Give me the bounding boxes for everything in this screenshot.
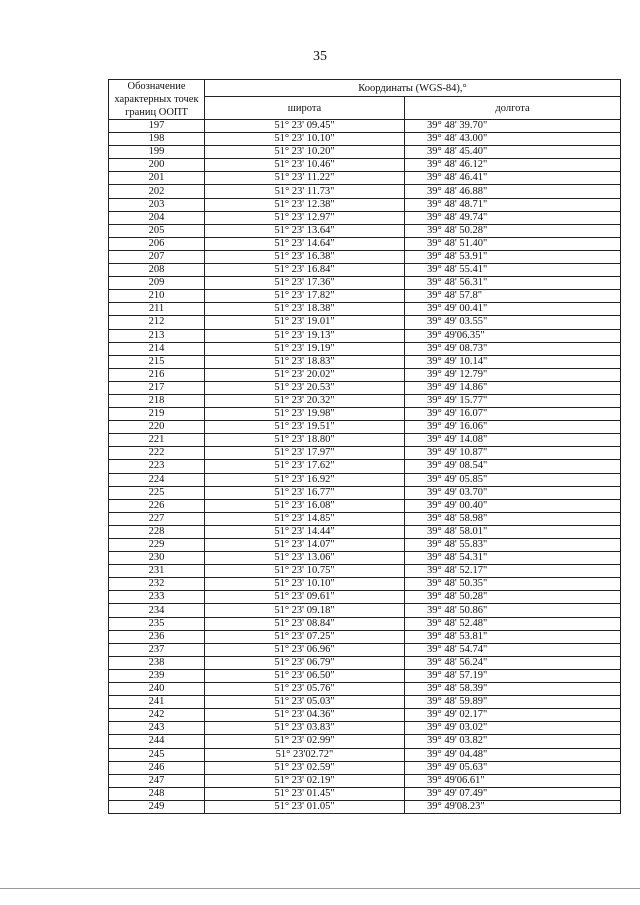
table-row (109, 552, 621, 565)
longitude-cell: 39° 48' 55.83" (405, 539, 621, 552)
longitude-cell: 39° 49' 05.63" (405, 761, 621, 774)
longitude-cell: 39° 48' 50.35" (405, 578, 621, 591)
longitude-cell: 39° 49' 03.70" (405, 486, 621, 499)
point-number-cell: 212 (109, 316, 205, 329)
table-row (109, 237, 621, 250)
point-number-cell: 214 (109, 342, 205, 355)
latitude-header: широта (205, 97, 405, 120)
point-number-cell: 209 (109, 277, 205, 290)
table-row (109, 539, 621, 552)
point-number-cell: 246 (109, 761, 205, 774)
table-row (109, 447, 621, 460)
table-row (109, 499, 621, 512)
latitude-cell: 51° 23' 09.61" (205, 591, 405, 604)
longitude-cell: 39° 49' 03.82" (405, 735, 621, 748)
latitude-cell: 51° 23' 18.83" (205, 355, 405, 368)
latitude-cell: 51° 23' 09.45" (205, 120, 405, 133)
table-row (109, 565, 621, 578)
point-number-cell: 207 (109, 250, 205, 263)
table-row (109, 735, 621, 748)
longitude-cell: 39° 48' 45.40" (405, 146, 621, 159)
longitude-cell: 39° 48' 49.74" (405, 211, 621, 224)
point-number-cell: 201 (109, 172, 205, 185)
latitude-cell: 51° 23' 02.59" (205, 761, 405, 774)
point-number-cell: 233 (109, 591, 205, 604)
point-number-cell: 217 (109, 381, 205, 394)
latitude-cell: 51° 23' 19.51" (205, 421, 405, 434)
longitude-cell: 39° 48' 54.31" (405, 552, 621, 565)
latitude-cell: 51° 23' 07.25" (205, 630, 405, 643)
latitude-cell: 51° 23' 02.19" (205, 774, 405, 787)
latitude-cell: 51° 23' 16.84" (205, 264, 405, 277)
point-number-cell: 202 (109, 185, 205, 198)
longitude-cell: 39° 48' 57.8" (405, 290, 621, 303)
table-row (109, 355, 621, 368)
point-number-cell: 243 (109, 722, 205, 735)
longitude-cell: 39° 49' 10.87" (405, 447, 621, 460)
latitude-cell: 51° 23' 17.97" (205, 447, 405, 460)
latitude-cell: 51° 23' 05.03" (205, 696, 405, 709)
longitude-cell: 39° 48' 59.89" (405, 696, 621, 709)
point-number-cell: 219 (109, 408, 205, 421)
longitude-cell: 39° 48' 50.86" (405, 604, 621, 617)
table-row (109, 473, 621, 486)
point-number-cell: 240 (109, 683, 205, 696)
point-number-cell: 245 (109, 748, 205, 761)
table-row (109, 368, 621, 381)
table-row (109, 277, 621, 290)
table-row (109, 434, 621, 447)
table-row (109, 381, 621, 394)
latitude-cell: 51° 23' 11.22" (205, 172, 405, 185)
point-number-cell: 237 (109, 643, 205, 656)
point-number-cell: 228 (109, 525, 205, 538)
latitude-cell: 51° 23' 11.73" (205, 185, 405, 198)
longitude-cell: 39° 48' 46.12" (405, 159, 621, 172)
point-number-cell: 225 (109, 486, 205, 499)
table-row (109, 303, 621, 316)
point-number-cell: 249 (109, 800, 205, 813)
point-number-cell: 231 (109, 565, 205, 578)
table-row (109, 683, 621, 696)
point-number-cell: 198 (109, 133, 205, 146)
point-number-cell: 236 (109, 630, 205, 643)
latitude-cell: 51° 23' 14.64" (205, 237, 405, 250)
longitude-cell: 39° 49' 10.14" (405, 355, 621, 368)
point-number-cell: 223 (109, 460, 205, 473)
longitude-cell: 39° 48' 52.17" (405, 565, 621, 578)
longitude-cell: 39° 48' 50.28" (405, 224, 621, 237)
table-row (109, 421, 621, 434)
page-bottom-rule (0, 888, 640, 889)
point-number-cell: 232 (109, 578, 205, 591)
table-row (109, 630, 621, 643)
longitude-cell: 39° 49' 00.41" (405, 303, 621, 316)
point-number-cell: 235 (109, 617, 205, 630)
latitude-cell: 51° 23' 17.62" (205, 460, 405, 473)
table-row (109, 408, 621, 421)
point-number-cell: 229 (109, 539, 205, 552)
point-number-cell: 239 (109, 669, 205, 682)
longitude-cell: 39° 48' 58.01" (405, 525, 621, 538)
point-number-cell: 213 (109, 329, 205, 342)
point-number-cell: 227 (109, 512, 205, 525)
table-row (109, 656, 621, 669)
longitude-cell: 39° 49' 03.02" (405, 722, 621, 735)
latitude-cell: 51° 23' 06.50" (205, 669, 405, 682)
table-row (109, 722, 621, 735)
longitude-cell: 39° 49' 14.86" (405, 381, 621, 394)
table-row (109, 787, 621, 800)
latitude-cell: 51° 23' 04.36" (205, 709, 405, 722)
point-number-cell: 220 (109, 421, 205, 434)
longitude-cell: 39° 49' 08.54" (405, 460, 621, 473)
table-row (109, 290, 621, 303)
page-number: 35 (313, 49, 327, 64)
latitude-cell: 51° 23' 13.06" (205, 552, 405, 565)
table-row (109, 578, 621, 591)
point-number-cell: 200 (109, 159, 205, 172)
latitude-cell: 51° 23' 19.98" (205, 408, 405, 421)
table-row (109, 224, 621, 237)
table-row (109, 761, 621, 774)
latitude-cell: 51° 23' 01.45" (205, 787, 405, 800)
longitude-cell: 39° 48' 53.81" (405, 630, 621, 643)
table-row (109, 800, 621, 813)
latitude-cell: 51° 23' 18.38" (205, 303, 405, 316)
longitude-cell: 39° 49' 16.06" (405, 421, 621, 434)
longitude-cell: 39° 49' 02.17" (405, 709, 621, 722)
latitude-cell: 51° 23' 20.53" (205, 381, 405, 394)
longitude-cell: 39° 48' 56.31" (405, 277, 621, 290)
table-row (109, 264, 621, 277)
longitude-cell: 39° 48' 39.70" (405, 120, 621, 133)
longitude-cell: 39° 48' 56.24" (405, 656, 621, 669)
point-number-cell: 197 (109, 120, 205, 133)
point-number-cell: 218 (109, 394, 205, 407)
longitude-cell: 39° 48' 46.88" (405, 185, 621, 198)
table-row (109, 250, 621, 263)
longitude-cell: 39° 48' 43.00" (405, 133, 621, 146)
longitude-cell: 39° 49' 03.55" (405, 316, 621, 329)
table-row (109, 316, 621, 329)
point-number-cell: 242 (109, 709, 205, 722)
table-row (109, 211, 621, 224)
latitude-cell: 51° 23' 17.82" (205, 290, 405, 303)
latitude-cell: 51° 23' 10.10" (205, 133, 405, 146)
table-row (109, 146, 621, 159)
coordinates-header: Координаты (WGS-84),° (205, 80, 621, 97)
point-number-cell: 206 (109, 237, 205, 250)
latitude-cell: 51° 23' 03.83" (205, 722, 405, 735)
point-number-cell: 247 (109, 774, 205, 787)
latitude-cell: 51° 23' 14.44" (205, 525, 405, 538)
longitude-cell: 39° 49' 15.77" (405, 394, 621, 407)
longitude-cell: 39° 48' 52.48" (405, 617, 621, 630)
table-row (109, 617, 621, 630)
point-number-cell: 222 (109, 447, 205, 460)
latitude-cell: 51° 23' 14.85" (205, 512, 405, 525)
coordinates-table (108, 79, 621, 814)
table-row (109, 748, 621, 761)
point-number-cell: 221 (109, 434, 205, 447)
latitude-cell: 51° 23' 10.20" (205, 146, 405, 159)
longitude-cell: 39° 48' 58.39" (405, 683, 621, 696)
longitude-cell: 39° 49' 05.85" (405, 473, 621, 486)
longitude-cell: 39° 48' 51.40" (405, 237, 621, 250)
point-number-cell: 244 (109, 735, 205, 748)
table-row (109, 394, 621, 407)
table-row (109, 120, 621, 133)
point-number-cell: 211 (109, 303, 205, 316)
latitude-cell: 51° 23' 10.46" (205, 159, 405, 172)
point-number-cell: 215 (109, 355, 205, 368)
table-row (109, 133, 621, 146)
table-row (109, 486, 621, 499)
point-number-cell: 205 (109, 224, 205, 237)
table-row (109, 460, 621, 473)
point-number-cell: 230 (109, 552, 205, 565)
latitude-cell: 51° 23' 16.38" (205, 250, 405, 263)
latitude-cell: 51° 23' 14.07" (205, 539, 405, 552)
point-number-cell: 224 (109, 473, 205, 486)
latitude-cell: 51° 23' 19.13" (205, 329, 405, 342)
longitude-cell: 39° 49' 07.49" (405, 787, 621, 800)
point-number-cell: 216 (109, 368, 205, 381)
longitude-cell: 39° 49'08.23" (405, 800, 621, 813)
latitude-cell: 51° 23' 06.79" (205, 656, 405, 669)
point-designation-header: Обозначение характерных точек границ ООПТ (109, 80, 205, 120)
latitude-cell: 51° 23' 10.75" (205, 565, 405, 578)
longitude-cell: 39° 49' 04.48" (405, 748, 621, 761)
latitude-cell: 51° 23' 01.05" (205, 800, 405, 813)
point-number-cell: 234 (109, 604, 205, 617)
latitude-cell: 51° 23' 10.10" (205, 578, 405, 591)
longitude-header: долгота (405, 97, 621, 120)
longitude-cell: 39° 49'06.61" (405, 774, 621, 787)
point-number-cell: 248 (109, 787, 205, 800)
longitude-cell: 39° 49' 00.40" (405, 499, 621, 512)
longitude-cell: 39° 48' 57.19" (405, 669, 621, 682)
point-number-cell: 241 (109, 696, 205, 709)
latitude-cell: 51° 23' 16.92" (205, 473, 405, 486)
longitude-cell: 39° 48' 50.28" (405, 591, 621, 604)
table-row (109, 342, 621, 355)
longitude-cell: 39° 48' 58.98" (405, 512, 621, 525)
latitude-cell: 51° 23' 12.38" (205, 198, 405, 211)
longitude-cell: 39° 49' 14.08" (405, 434, 621, 447)
latitude-cell: 51° 23' 06.96" (205, 643, 405, 656)
latitude-cell: 51° 23' 19.01" (205, 316, 405, 329)
point-number-cell: 226 (109, 499, 205, 512)
table-row (109, 643, 621, 656)
latitude-cell: 51° 23' 02.99" (205, 735, 405, 748)
latitude-cell: 51° 23' 19.19" (205, 342, 405, 355)
longitude-cell: 39° 48' 46.41" (405, 172, 621, 185)
table-row (109, 696, 621, 709)
latitude-cell: 51° 23' 20.32" (205, 394, 405, 407)
latitude-cell: 51° 23' 13.64" (205, 224, 405, 237)
point-number-cell: 204 (109, 211, 205, 224)
point-number-cell: 210 (109, 290, 205, 303)
point-number-cell: 238 (109, 656, 205, 669)
longitude-cell: 39° 49' 08.73" (405, 342, 621, 355)
latitude-cell: 51° 23' 12.97" (205, 211, 405, 224)
table-row (109, 709, 621, 722)
table-row (109, 172, 621, 185)
longitude-cell: 39° 48' 54.74" (405, 643, 621, 656)
table-row (109, 525, 621, 538)
latitude-cell: 51° 23' 17.36" (205, 277, 405, 290)
latitude-cell: 51° 23'02.72" (205, 748, 405, 761)
latitude-cell: 51° 23' 18.80" (205, 434, 405, 447)
longitude-cell: 39° 49'06.35" (405, 329, 621, 342)
latitude-cell: 51° 23' 08.84" (205, 617, 405, 630)
longitude-cell: 39° 49' 12.79" (405, 368, 621, 381)
latitude-cell: 51° 23' 16.08" (205, 499, 405, 512)
table-row (109, 185, 621, 198)
point-number-cell: 203 (109, 198, 205, 211)
latitude-cell: 51° 23' 20.02" (205, 368, 405, 381)
table-row (109, 774, 621, 787)
latitude-cell: 51° 23' 05.76" (205, 683, 405, 696)
latitude-cell: 51° 23' 09.18" (205, 604, 405, 617)
table-row (109, 512, 621, 525)
longitude-cell: 39° 48' 55.41" (405, 264, 621, 277)
table-row (109, 159, 621, 172)
longitude-cell: 39° 49' 16.07" (405, 408, 621, 421)
table-row (109, 604, 621, 617)
longitude-cell: 39° 48' 53.91" (405, 250, 621, 263)
point-number-cell: 208 (109, 264, 205, 277)
longitude-cell: 39° 48' 48.71" (405, 198, 621, 211)
table-row (109, 669, 621, 682)
table-row (109, 591, 621, 604)
point-number-cell: 199 (109, 146, 205, 159)
table-row (109, 198, 621, 211)
table-body (109, 120, 621, 814)
latitude-cell: 51° 23' 16.77" (205, 486, 405, 499)
table-row (109, 329, 621, 342)
